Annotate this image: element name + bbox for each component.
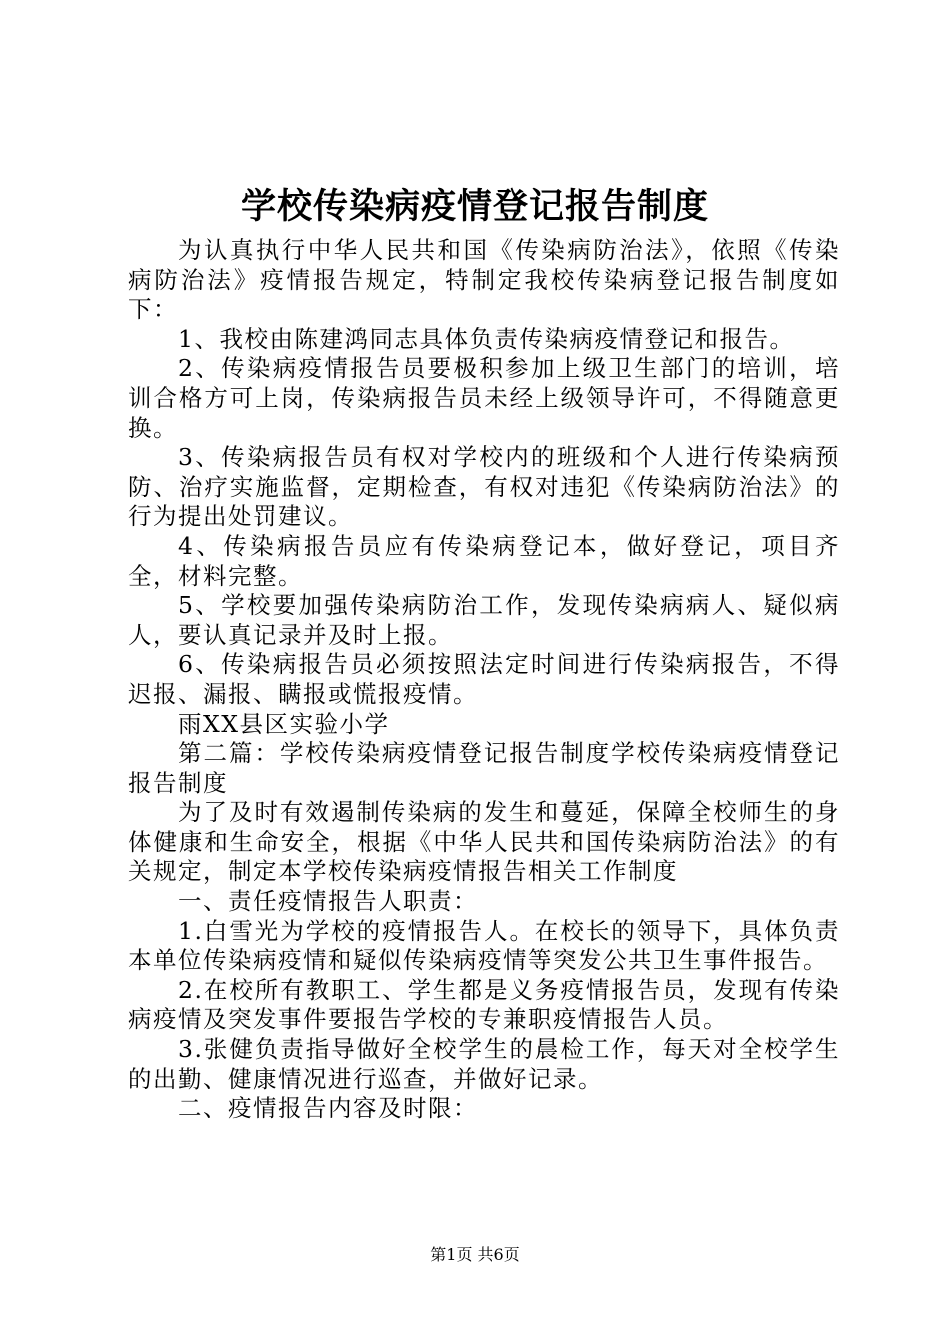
paragraph-item-2: 2、传染病疫情报告员要极积参加上级卫生部门的培训，培训合格方可上岗，传染病报告员未经上级领导许可，不得随意更换。	[128, 354, 840, 442]
document-body	[128, 236, 840, 1124]
paragraph-part-two-intro: 为了及时有效遏制传染病的发生和蔓延，保障全校师生的身体健康和生命安全，根据《中华人民共和国传染病防治法》的有关规定，制定本学校传染病疫情报告相关工作制度	[128, 798, 840, 886]
paragraph-item-3: 3、传染病报告员有权对学校内的班级和个人进行传染病预防、治疗实施监督，定期检查，有权对违犯《传染病防治法》的行为提出处罚建议。	[128, 443, 840, 531]
paragraph-item-1: 1、我校由陈建鸿同志具体负责传染病疫情登记和报告。	[178, 324, 795, 353]
page-number-footer: 第1页 共6页	[430, 1245, 520, 1264]
paragraph-item-5: 5、学校要加强传染病防治工作，发现传染病病人、疑似病人，要认真记录并及时上报。	[128, 591, 840, 649]
document-title: 学校传染病疫情登记报告制度	[240, 187, 709, 227]
paragraph-section-1-item-1: 1.白雪光为学校的疫情报告人。在校长的领导下，具体负责本单位传染病疫情和疑似传染病疫情等突发公共卫生事件报告。	[128, 916, 840, 975]
paragraph-section-2-heading: 二、疫情报告内容及时限：	[178, 1094, 478, 1123]
paragraph-part-two-heading: 第二篇：学校传染病疫情登记报告制度学校传染病疫情登记报告制度	[128, 739, 840, 797]
paragraph-item-4: 4、传染病报告员应有传染病登记本，做好登记，项目齐全，材料完整。	[128, 531, 840, 590]
paragraph-school-name: 雨XX县区实验小学	[178, 709, 390, 738]
paragraph-section-1-item-2: 2.在校所有教职工、学生都是义务疫情报告员，发现有传染病疫情及突发事件要报告学校的专兼职疫情报告人员。	[128, 975, 840, 1034]
paragraph-intro: 为认真执行中华人民共和国《传染病防治法》，依照《传染病防治法》疫情报告规定，特制定我校传染病登记报告制度如下：	[128, 236, 840, 324]
paragraph-section-1-heading: 一、责任疫情报告人职责：	[178, 887, 478, 916]
paragraph-item-6: 6、传染病报告员必须按照法定时间进行传染病报告，不得迟报、漏报、瞒报或慌报疫情。	[128, 650, 840, 708]
paragraph-section-1-item-3: 3.张健负责指导做好全校学生的晨检工作，每天对全校学生的出勤、健康情况进行巡查，并做好记录。	[128, 1035, 840, 1093]
